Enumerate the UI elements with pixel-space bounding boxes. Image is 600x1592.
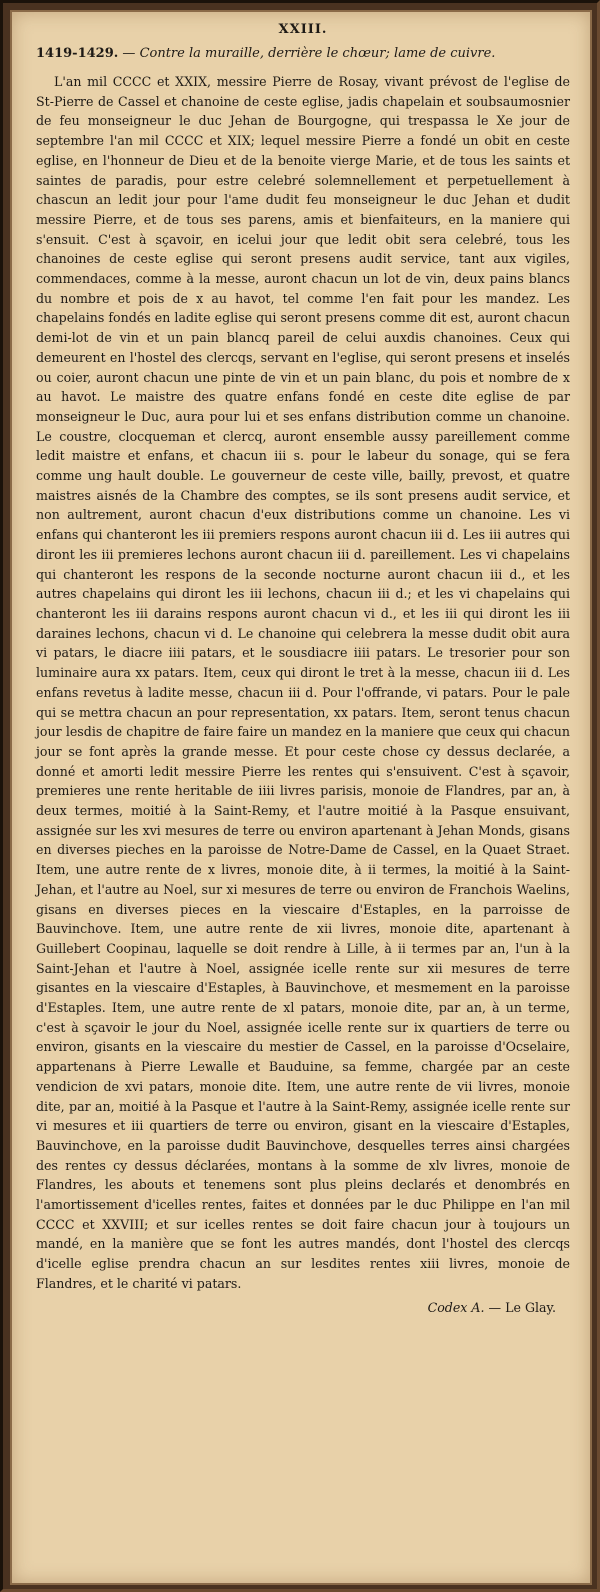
document-dates: 1419-1429. [36, 46, 119, 61]
document-page [10, 10, 592, 1585]
document-subheading [36, 45, 570, 62]
source-author: Le Glay. [505, 1299, 556, 1315]
source-attribution [36, 1300, 570, 1315]
document-number: XXIII. [278, 22, 328, 37]
subheading-dash: — [118, 46, 140, 61]
source-dash: — [484, 1299, 506, 1315]
document-body [36, 72, 570, 1294]
source-codex: Codex A. [427, 1299, 485, 1315]
document-description: Contre la muraille, derrière le chœur; lame de cuivre. [139, 46, 496, 61]
body-paragraph: L'an mil CCCC et XXIX, messire Pierre de Rosay, vivant prévost de l'eglise de St-Pierre de Cassel et chanoine de ceste eglise, jadis chapelain et soubsaumosnier de feu monseigneur le duc Jehan de Bourgogne, qui trespassa le Xe jour de septembre l'an mil CCCC et XIX; lequel messire Pierre a fondé un obit en ceste eglise, en l'honneur de Dieu et de la benoite vierge Marie, et de tous les saints et saintes de paradis, pour estre celebré solemnellement et perpetuellement à chascun an ledit jour pour l'ame dudit feu monseigneur le duc Jehan et dudit messire Pierre, et de tous ses parens, amis et bienfaiteurs, en la maniere qui s'ensuit. C'est à sçavoir, en icelui jour que ledit obit sera celebré, tous les chanoines de ceste eglise qui seront presens audit service, tant aux vigiles, commendaces, comme à la messe, auront chacun un lot de vin, deux pains blancs du nombre et pois de x au havot, tel comme l'en fait pour les mandez. Les chapelains fondés en ladite eglise qui seront presens comme dit est, auront chacun demi-lot de vin et un pain blancq pareil de celui auxdis chanoines. Ceux qui demeurent en l'hostel des clercqs, servant en l'eglise, qui seront presens et inselés ou coier, auront chacun une pinte de vin et un pain blanc, du pois et nombre de x au havot. Le maistre des quatre enfans fondé en ceste dite eglise de par monseigneur le Duc, aura pour lui et ses enfans distribution comme un chanoine. Le coustre, clocqueman et clercq, auront ensemble aussy pareillement comme ledit maistre et enfans, et chacun iii s. pour le labeur du sonage, qui se fera comme ung hault double. Le gouverneur de ceste ville, bailly, prevost, et quatre maistres aisnés de la Chambre des comptes, se ils sont presens audit service, et non aultrement, auront chacun d'eux distributions comme un chanoine. Les vi enfans qui chanteront les iii premiers respons auront chacun iii d. Les iii autres qui diront les iii premieres lechons auront chacun iii d. pareillement. Les vi chapelains qui chanteront les respons de la seconde nocturne auront chacun iii d., et les autres chapelains qui diront les iii lechons, chacun iii d.; et les vi chapelains qui chanteront les iii darains respons auront chacun vi d., et les iii qui diront les iii daraines lechons, chacun vi d. Le chanoine qui celebrera la messe dudit obit aura vi patars, le diacre iiii patars, et le sousdiacre iiii patars. Le tresorier pour son luminaire aura xx patars. Item, ceux qui diront le tret à la messe, chacun iii d. Les enfans revetus à ladite messe, chacun iii d. Pour l'offrande, vi patars. Pour le pale qui se mettra chacun an pour representation, xx patars. Item, seront tenus chacun jour lesdis de chapitre de faire faire un mandez en la maniere que ceux qui chacun jour se font après la grande messe. Et pour ceste chose cy dessus declarée, a donné et amorti ledit messire Pierre les rentes qui s'ensuivent. C'est à sçavoir, premieres une rente heritable de iiii livres parisis, monoie de Flandres, par an, à deux termes, moitié à la Saint-Remy, et l'autre moitié à la Pasque ensuivant, assignée sur les xvi mesures de terre ou environ apartenant à Jehan Monds, gisans en diverses pieches en la paroisse de Notre-Dame de Cassel, en la Quaet Straet. Item, une autre rente de x livres, monoie dite, à ii termes, la moitié à la Saint-Jehan, et l'autre au Noel, sur xi mesures de terre ou environ de Franchois Waelins, gisans en diverses pieces en la viescaire d'Estaples, en la parroisse de Bauvinchove. Item, une autre rente de xii livres, monoie dite, apartenant à Guillebert Coopinau, laquelle se doit rendre à Lille, à ii termes par an, l'un à la Saint-Jehan et l'autre à Noel, assignée icelle rente sur xii mesures de terre gisantes en la viescaire d'Estaples, à Bauvinchove, et mesmement en la paroisse d'Estaples. Item, une autre rente de xl patars, monoie dite, par an, à un terme, c'est à sçavoir le jour du Noel, assignée icelle rente sur ix quartiers de terre ou environ, gisants en la viescaire du mestier de Cassel, en la paroisse d'Ocselaire, appartenans à Pierre Lewalle et Bauduine, sa femme, chargée par an ceste vendicion de xvi patars, monoie dite. Item, une autre rente de vii livres, monoie dite, par an, moitié à la Pasque et l'autre à la Saint-Remy, assignée icelle rente sur vi mesures et iii quartiers de terre ou environ, gisant en la viescaire d'Estaples, Bauvinchove, en la paroisse dudit Bauvinchove, desquelles terres ainsi chargées des rentes cy dessus déclarées, montans à la somme de xlv livres, monoie de Flandres, les abouts et tenemens sont plus pleins declarés et denombrés en l'amortissement d'icelles rentes, faites et données par le duc Philippe en l'an mil CCCC et XXVIII; et sur icelles rentes se doit faire chacun jour à toujours un mandé, en la manière que se font les autres mandés, dont l'hostel des clercqs d'icelle eglise prendra chacun an sur lesdites rentes xiii livres, monoie de Flandres, et le charité vi patars. [36, 74, 570, 1291]
